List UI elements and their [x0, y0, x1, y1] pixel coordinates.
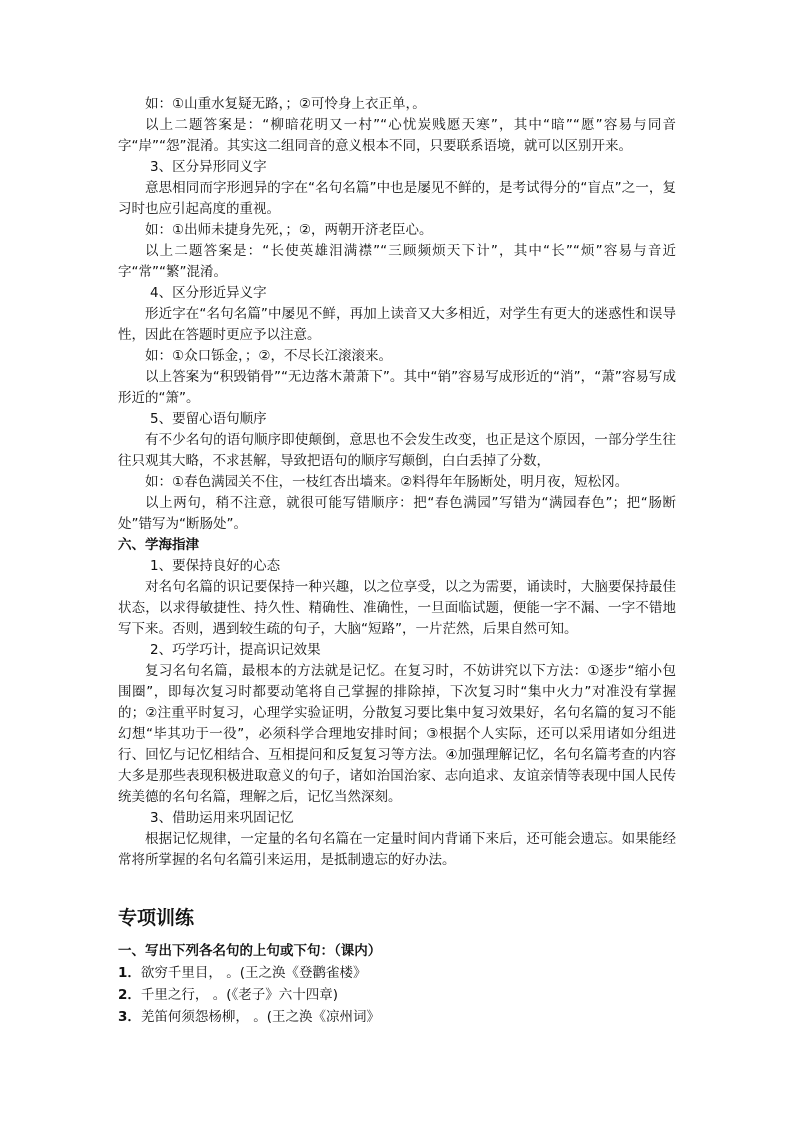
subheading: 2、巧学巧计，提高识记效果 — [150, 642, 321, 658]
training-part-heading: 一、写出下列各名句的上句或下句：（课内） — [118, 943, 382, 959]
subheading: 4、区分形近异义字 — [150, 285, 267, 301]
subheading: 5、要留心语句顺序 — [150, 411, 267, 427]
paragraph: 如：①出师未捷身先死，；②，两朝开济老臣心。 — [145, 222, 433, 238]
paragraph: 根据记忆规律，一定量的名句名篇在一定量时间内背诵下来后，还可能会遗忘。如果能经常将所掌握的名句名篇引来运用，是抵制遗忘的好办法。 — [118, 831, 676, 868]
subheading: 3、区分异形同义字 — [150, 159, 267, 175]
paragraph: 如：①春色满园关不住，一枝红杏出墙来。②料得年年肠断处，明月夜，短松冈。 — [145, 474, 629, 490]
paragraph: 意思相同而字形迥异的字在“名句名篇”中也是屡见不鲜的，是考试得分的“盲点”之一，复习时也应引起高度的重视。 — [118, 180, 676, 217]
paragraph: 复习名句名篇，最根本的方法就是记忆。在复习时，不妨讲究以下方法：①逐步“缩小包围圈”，即每次复习时都要动笔将自己掌握的排除掉，下次复习时“集中火力”对准没有掌握的；②注重平时复习，心理学实验证明，分散复习要比集中复习效果好，名句名篇的复习不能幻想“毕其功于一役”，必须科学合理地安排时间；③根据个人实际，还可以采用诸如分组进行、回忆与记忆相结合、互相提问和反复复习等方法。④加强理解记忆，名句名篇考查的内容大多是那些表现积极进取意义的句子，诸如治国治家、志向追求、友谊亲情等表现中国人民传统美德的名句名篇，理解之后，记忆当然深刻。 — [118, 663, 676, 805]
paragraph: 以上答案为“积毁销骨”“无边落木萧萧下”。其中“销”容易写成形近的“消”，“萧”容易写成形近的“箫”。 — [118, 369, 676, 406]
training-title: 专项训练 — [118, 907, 195, 929]
paragraph: 对名句名篇的识记要保持一种兴趣，以之位享受，以之为需要，诵读时，大脑要保持最佳状态，以求得敏捷性、持久性、精确性、准确性，一旦面临试题，便能一字不漏、一字不错地写下来。否则，遇到较生疏的句子，大脑“短路”，一片茫然，后果自然可知。 — [118, 579, 676, 637]
paragraph: 以上二题答案是：“柳暗花明又一村”“心忧炭贱愿天寒”，其中“暗”“愿”容易与同音字“岸”“怨”混淆。其实这二组同音的意义根本不同，只要联系语境，就可以区别开来。 — [118, 117, 676, 154]
paragraph: 如：①山重水复疑无路，；②可怜身上衣正单，。 — [145, 96, 426, 112]
question-text: 千里之行， 。(《老子》六十四章) — [140, 987, 338, 1003]
question-text: 羌笛何须怨杨柳， 。(王之涣《凉州词》 — [140, 1009, 380, 1025]
section-heading: 六、学海指津 — [118, 537, 199, 553]
paragraph: 以上二题答案是：“长使英雄泪满襟”“三顾频烦天下计”，其中“长”“烦”容易与音近字“常”“繁”混淆。 — [118, 243, 676, 280]
subheading: 3、借助运用来巩固记忆 — [150, 810, 294, 826]
question-number: 1． — [118, 965, 141, 981]
question-number: 3． — [118, 1009, 141, 1025]
paragraph: 如：①众口铄金，；②，不尽长江滚滚来。 — [145, 348, 392, 364]
paragraph: 形近字在“名句名篇”中屡见不鲜，再加上读音又大多相近，对学生有更大的迷惑性和误导性，因此在答题时更应予以注意。 — [118, 306, 676, 343]
document-body — [118, 94, 676, 1028]
question-item — [118, 962, 676, 984]
subheading: 1、要保持良好的心态 — [150, 558, 281, 574]
question-number: 2． — [118, 987, 141, 1003]
question-item — [118, 984, 676, 1006]
paragraph: 有不少名句的语句顺序即使颠倒，意思也不会发生改变，也正是这个原因，一部分学生往往只观其大略，不求甚解，导致把语句的顺序写颠倒，白白丢掉了分数， — [118, 432, 676, 469]
question-text: 欲穷千里目， 。(王之涣《登鹳雀楼》 — [140, 965, 367, 981]
question-item — [118, 1006, 676, 1028]
paragraph: 以上两句，稍不注意，就很可能写错顺序：把“春色满园”写错为“满园春色”；把“肠断处”错写为“断肠处”。 — [118, 495, 676, 532]
